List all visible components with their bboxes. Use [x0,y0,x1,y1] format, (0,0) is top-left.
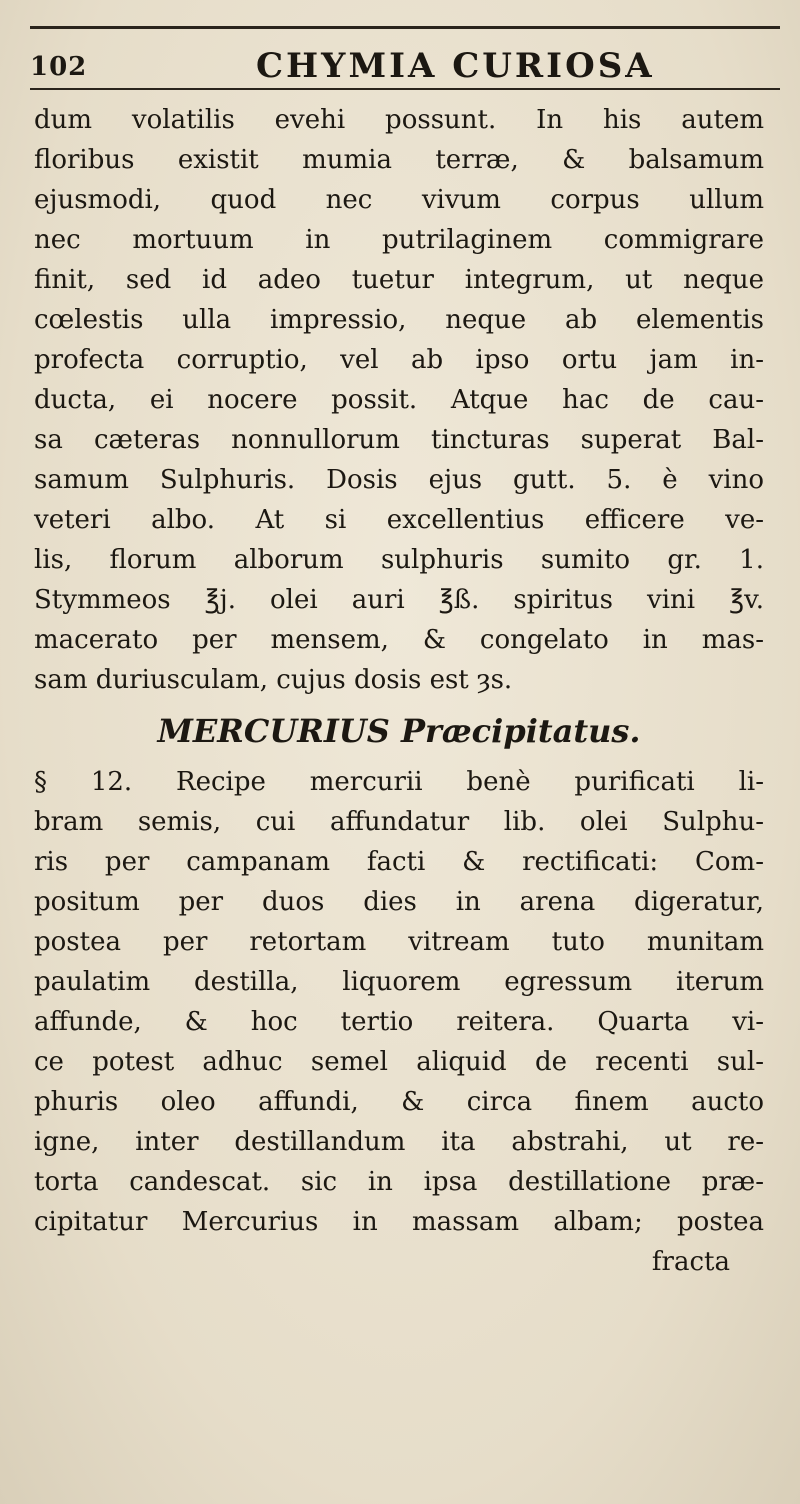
text-line: samum Sulphuris. Dosis ejus gutt. 5. è vino [34,465,764,495]
page-number: 102 [30,52,88,82]
top-rule [30,26,780,29]
text-line: igne, inter destillandum ita abstrahi, ut re- [34,1127,764,1157]
body-text [34,100,764,1282]
text-line: finit, sed id adeo tuetur integrum, ut neque [34,265,764,295]
text-line: veteri albo. At si excellentius efficere ve- [34,505,764,535]
text-line: nec mortuum in putrilaginem commigrare [34,225,764,255]
text-line: floribus existit mumia terræ, & balsamum [34,145,764,175]
text-line: affunde, & hoc tertio reitera. Quarta vi- [34,1007,764,1037]
section-heading: MERCURIUS Præcipitatus. [157,712,641,750]
text-line: Stymmeos ℥j. olei auri ℥ß. spiritus vini ℥v. [34,585,764,615]
text-line: sam duriusculam, cujus dosis est ȝs. [34,665,513,695]
catchword: fracta [651,1247,730,1277]
text-line: cœlestis ulla impressio, neque ab elementis [34,305,764,335]
text-line: phuris oleo affundi, & circa finem aucto [34,1087,764,1117]
text-line: ce potest adhuc semel aliquid de recenti sul- [34,1047,764,1077]
header-rule [30,88,780,90]
text-line: torta candescat. sic in ipsa destillatione præ- [34,1167,764,1197]
text-line: macerato per mensem, & congelato in mas- [34,625,764,655]
text-line: profecta corruptio, vel ab ipso ortu jam in- [34,345,764,375]
text-line: lis, florum alborum sulphuris sumito gr. 1. [34,545,764,575]
text-line: sa cæteras nonnullorum tincturas superat Bal- [34,425,764,455]
text-line: § 12. Recipe mercurii benè purificati li- [34,767,764,797]
text-line: bram semis, cui affundatur lib. olei Sulphu- [34,807,764,837]
text-line: paulatim destilla, liquorem egressum iterum [34,967,764,997]
text-line: positum per duos dies in arena digeratur, [34,887,764,917]
page-header [30,46,770,86]
text-line: dum volatilis evehi possunt. In his autem [34,105,764,135]
text-line: postea per retortam vitream tuto munitam [34,927,764,957]
text-line: cipitatur Mercurius in massam albam; postea [34,1207,764,1237]
text-line: ducta, ei nocere possit. Atque hac de cau- [34,385,764,415]
text-line: ris per campanam facti & rectificati: Com- [34,847,764,877]
running-title: CHYMIA CURIOSA [256,46,655,86]
text-line: ejusmodi, quod nec vivum corpus ullum [34,185,764,215]
